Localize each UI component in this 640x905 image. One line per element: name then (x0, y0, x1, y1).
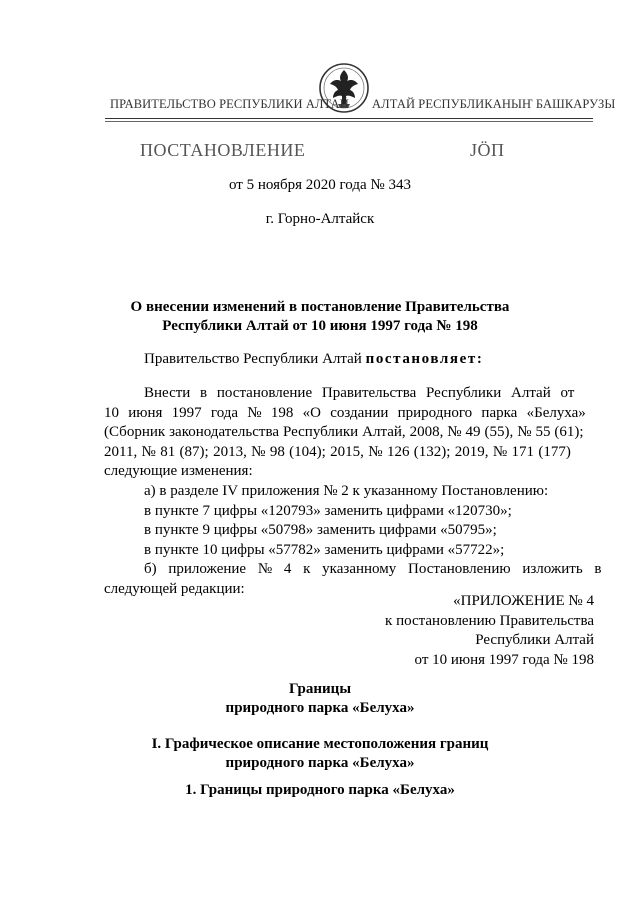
appendix-line: от 10 июня 1997 года № 198 (414, 651, 594, 668)
header-government-name: ПРАВИТЕЛЬСТВО РЕСПУБЛИКИ АЛТАЙ (110, 97, 349, 111)
body-line: Внести в постановление Правительства Республики Алтай от (144, 385, 575, 401)
body-line: 10 июня 1997 года № 198 «О создании природного парка «Белуха» (104, 404, 586, 421)
doc-type-altai: ЈӦП (470, 140, 505, 160)
amendment-item: в пункте 9 цифры «50798» заменить цифрами «50795»; (144, 522, 497, 539)
amendment-item-b: б) приложение № 4 к указанному Постановлению изложить в (144, 561, 602, 578)
appendix-line: «ПРИЛОЖЕНИЕ № 4 (453, 593, 594, 609)
section-title-line: природного парка «Белуха» (225, 755, 415, 771)
document-date-number: от 5 ноября 2020 года № 343 (229, 177, 411, 193)
header-rule-thin (105, 121, 593, 122)
document-title-line: Республики Алтай от 10 июня 1997 года № 198 (162, 318, 478, 334)
boundaries-title-line: природного парка «Белуха» (225, 700, 415, 716)
body-paragraph (104, 384, 602, 600)
appendix-line: к постановлению Правительства (385, 612, 594, 629)
appendix-heading (360, 592, 594, 670)
document-city: г. Горно-Алтайск (265, 211, 375, 227)
amendment-item: а) в разделе IV приложения № 2 к указанному Постановлению: (144, 482, 549, 499)
preamble-resolves: постановляет: (365, 351, 484, 367)
boundaries-title-line: Границы (288, 681, 352, 697)
section-title (0, 735, 640, 773)
doc-type-russian: ПОСТАНОВЛЕНИЕ (140, 140, 306, 160)
subsection-title (0, 781, 640, 800)
body-line: следующие изменения: (104, 463, 253, 480)
appendix-line: Республики Алтай (475, 632, 594, 648)
amendment-item: в пункте 10 цифры «57782» заменить цифрами «57722»; (144, 541, 505, 558)
amendment-item-b: следующей редакции: (104, 580, 245, 597)
header-government-name-altai: АЛТАЙ РЕСПУБЛИКАНЫҤ БАШКАРУЗЫ (372, 97, 616, 111)
amendment-item: в пункте 7 цифры «120793» заменить цифрами «120730»; (144, 502, 512, 519)
subsection-title-line: 1. Границы природного парка «Белуха» (185, 782, 455, 798)
document-title (0, 298, 640, 336)
boundaries-title (0, 680, 640, 718)
section-title-line: I. Графическое описание местоположения границ (151, 736, 489, 752)
document-title-line: О внесении изменений в постановление Правительства (130, 299, 510, 315)
body-line: 2011, № 81 (87); 2013, № 98 (104); 2015, № 126 (132); 2019, № 171 (177) (104, 443, 571, 460)
preamble-text: Правительство Республики Алтай (144, 351, 366, 367)
body-line: (Сборник законодательства Республики Алтай, 2008, № 49 (55), № 55 (61); (104, 424, 584, 441)
preamble (104, 350, 594, 370)
header-rule-thick (105, 118, 593, 119)
